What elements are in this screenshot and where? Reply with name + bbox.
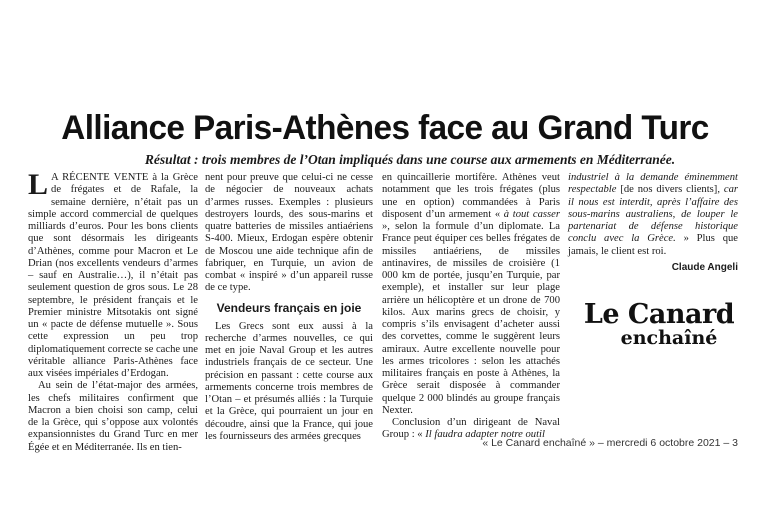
paragraph — [28, 168, 199, 380]
italic-quote: Il faudra adapter notre outil — [425, 429, 545, 441]
italic-quote: industriel à la demande éminemment respectable — [568, 172, 738, 196]
article-column-1 — [28, 168, 199, 454]
author-signature: Claude Angeli — [671, 261, 738, 273]
page-footer: « Le Canard enchaîné » – mercredi 6 octobre 2021 – 3 — [482, 437, 738, 449]
paragraph: Les Grecs sont eux aussi à la recherche d’armes nouvelles, ce qui met en joie Naval Group et les autres industriels français de ce secteur. Une précision en passant : cette course aux armements concerne trois membres de l’Otan – et présumés alliés : la Turquie et la Grèce, qui pourraient un jour en découdre, ainsi que la France, qui joue les fournisseurs des armées grecques — [205, 320, 373, 442]
logo-line-1: Le Canard — [583, 299, 735, 330]
logo-line-2: enchaîné — [620, 327, 718, 349]
article-column-2 — [205, 172, 373, 443]
drop-cap: L — [28, 168, 49, 201]
intertitle: Vendeurs français en joie — [216, 300, 362, 315]
article-column-4 — [568, 172, 738, 274]
paragraph — [568, 172, 738, 258]
article-subhead: Résultat : trois membres de l’Otan impliqués dans une course aux armements en Méditerranée. — [144, 152, 676, 167]
newspaper-logo — [574, 299, 744, 354]
paragraph: Au sein de l’état-major des armées, les chefs militaires confirment que Macron a bien choisi son camp, celui de la Grèce, qui s’oppose aux volontés expansionnistes du Grand Turc en mer Égée et en Méditerranée. Ils en tien- — [28, 380, 198, 453]
text-run: », selon la formule d’un diplomate. La France peut équiper ces belles frégates de missiles antiaériens, de missiles antinavires, de missiles de croisière (1 000 km de portée, jusqu’en Turquie, par exemple), et installer sur leur plage arrière un hélicoptère et un drone de 700 kilos. Aux marins grecs de choisir, y compris s’ils envisagent d’acheter aussi des corvettes, comme le suggèrent leurs amiraux. Autre excellente nouvelle pour les armes tricolores : selon les attachés militaires français en poste à Athènes, la Grèce serait disposée à commander quelque 2 000 blindés au groupe français Nexter. — [382, 221, 560, 416]
text-run: en quincaillerie mortifère. Athènes veut notamment que les trois frégates (plus une en option) commandées à Paris disposent d’un armement « — [382, 172, 560, 220]
article-headline: Alliance Paris-Athènes face au Grand Turc — [61, 109, 709, 147]
paragraph — [382, 172, 560, 417]
italic-quote: car il nous est interdit, après l’affaire des sous-marins australiens, de louper le partenariat de défense historique conclu avec la Grèce. — [568, 184, 738, 245]
paragraph: nent pour preuve que celui-ci ne cesse de négocier de nouveaux achats d’armes russes. Exemples : plusieurs destroyers lourds, des sous-marins et quatre batteries de missiles antiaériens S-400. Mieux, Erdogan espère obtenir de Moscou une aide technique afin de fabriquer, en Turquie, un avion de combat « inspiré » d’un appareil russe de ce type. — [205, 172, 373, 294]
text-run: [de nos divers clients], — [616, 184, 724, 196]
text-run: Conclusion d’un dirigeant de Naval Group : « — [382, 417, 560, 441]
article-column-3 — [382, 172, 560, 442]
text-run: » Plus que jamais, le client est roi. — [568, 233, 738, 257]
paragraph-text: A RÉCENTE VENTE à la Grèce de frégates et de Rafale, la semaine dernière, n’était pas un simple accord commercial de quelques milliards d’euros. Pour les bons clients que sont désormais les dirigeants d’Athènes, comme pour Macron et Le Drian (nos excellents vendeurs d’armes – sauf en Australie…), il n’était pas seulement question de gros sous. Le 28 septembre, le président français et le Premier ministre Mitsotakis ont signé un « pacte de défense mutuelle ». Sous cette expression un peu trop diplomatiquement correcte se cache une véritable alliance Paris-Athènes face aux visées impériales d’Erdogan. — [28, 172, 199, 379]
italic-quote: à tout casser — [503, 208, 560, 220]
